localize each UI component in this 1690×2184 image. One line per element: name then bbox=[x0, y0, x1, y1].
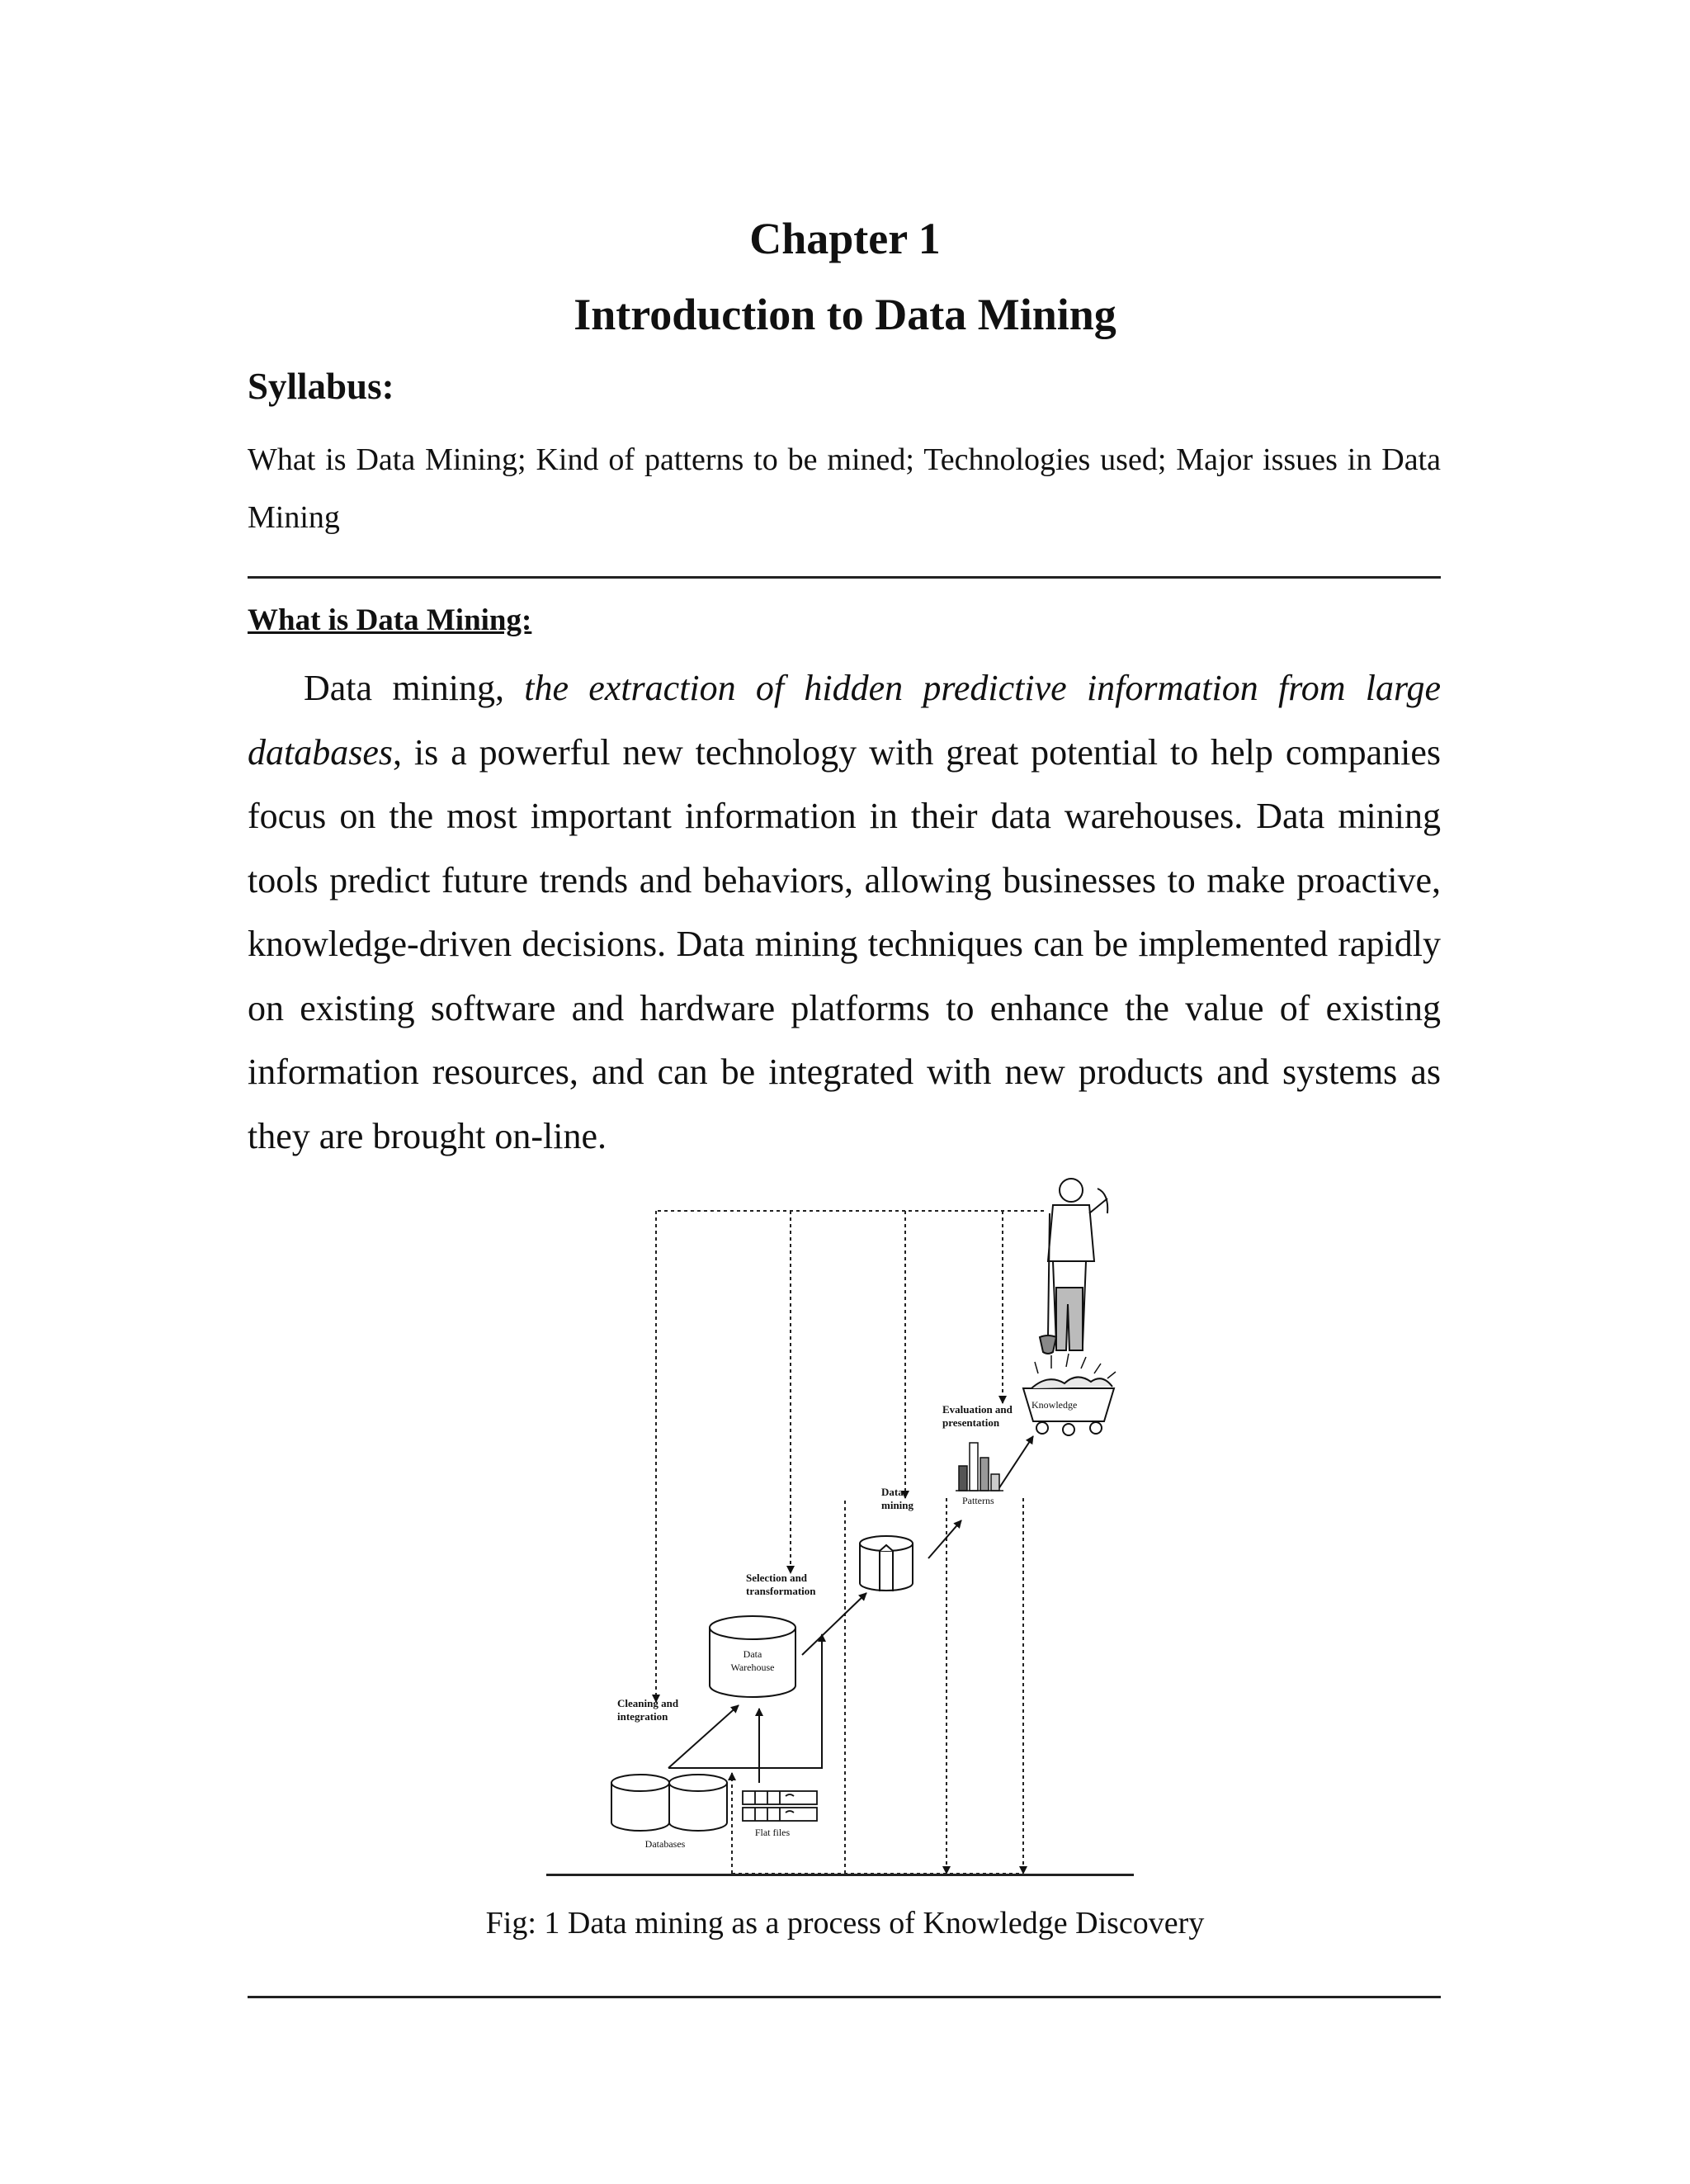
feedback-loop-lines bbox=[656, 1211, 1044, 1874]
divider-top bbox=[248, 576, 1441, 579]
miner-icon bbox=[1040, 1179, 1107, 1354]
label-selection-1: Selection and bbox=[746, 1572, 808, 1584]
para-body: , is a powerful new technology with great potential to help companies focus on the most important information in their data warehouses. Data mining tools predict future trends and behaviors, allowing businesses to make proactive, knowledge-driven decisions. Data mining techniques can be implemented rapidly on existing software and hardware platforms to enhance the value of existing information resources, and can be integrated with new products and systems as they are brought on-line. bbox=[248, 731, 1441, 1156]
label-databases: Databases bbox=[644, 1838, 686, 1850]
label-data-mining-2: mining bbox=[881, 1499, 914, 1511]
label-warehouse-1: Data bbox=[743, 1648, 762, 1660]
databases-icon bbox=[611, 1775, 727, 1831]
chapter-title: Introduction to Data Mining bbox=[574, 290, 1116, 339]
patterns-icon bbox=[956, 1443, 1003, 1491]
figure-caption: Fig: 1 Data mining as a process of Knowledge Discovery bbox=[485, 1906, 1205, 1941]
section-heading: What is Data Mining: bbox=[248, 603, 532, 637]
label-evaluation-2: presentation bbox=[942, 1416, 1000, 1429]
chapter-number: Chapter 1 bbox=[749, 214, 941, 263]
label-warehouse-2: Warehouse bbox=[730, 1662, 775, 1673]
para-lead: Data mining, bbox=[304, 668, 525, 708]
divider-bottom bbox=[248, 1996, 1441, 1998]
label-cleaning-1: Cleaning and bbox=[617, 1697, 679, 1709]
syllabus-text: What is Data Mining; Kind of patterns to be mined; Technologies used; Major issues in Data Mining bbox=[248, 442, 1441, 535]
kdd-process-figure bbox=[578, 1172, 1155, 1898]
label-flat-files: Flat files bbox=[754, 1827, 791, 1838]
data-mining-icon bbox=[860, 1536, 913, 1591]
syllabus-heading: Syllabus: bbox=[248, 366, 394, 407]
label-patterns: Patterns bbox=[962, 1495, 994, 1506]
knowledge-cart-icon bbox=[1023, 1354, 1116, 1435]
label-knowledge: Knowledge bbox=[1031, 1399, 1078, 1411]
label-evaluation-1: Evaluation and bbox=[942, 1403, 1013, 1416]
para-definition: the extraction of hidden predictive information from large databases bbox=[248, 668, 1441, 773]
label-selection-2: transformation bbox=[746, 1585, 816, 1597]
flat-files-icon bbox=[743, 1791, 817, 1821]
label-cleaning-2: integration bbox=[617, 1710, 668, 1723]
figure-underline bbox=[546, 1874, 1134, 1876]
intro-paragraph bbox=[248, 656, 1441, 1168]
label-data-mining-1: Data bbox=[881, 1486, 904, 1498]
